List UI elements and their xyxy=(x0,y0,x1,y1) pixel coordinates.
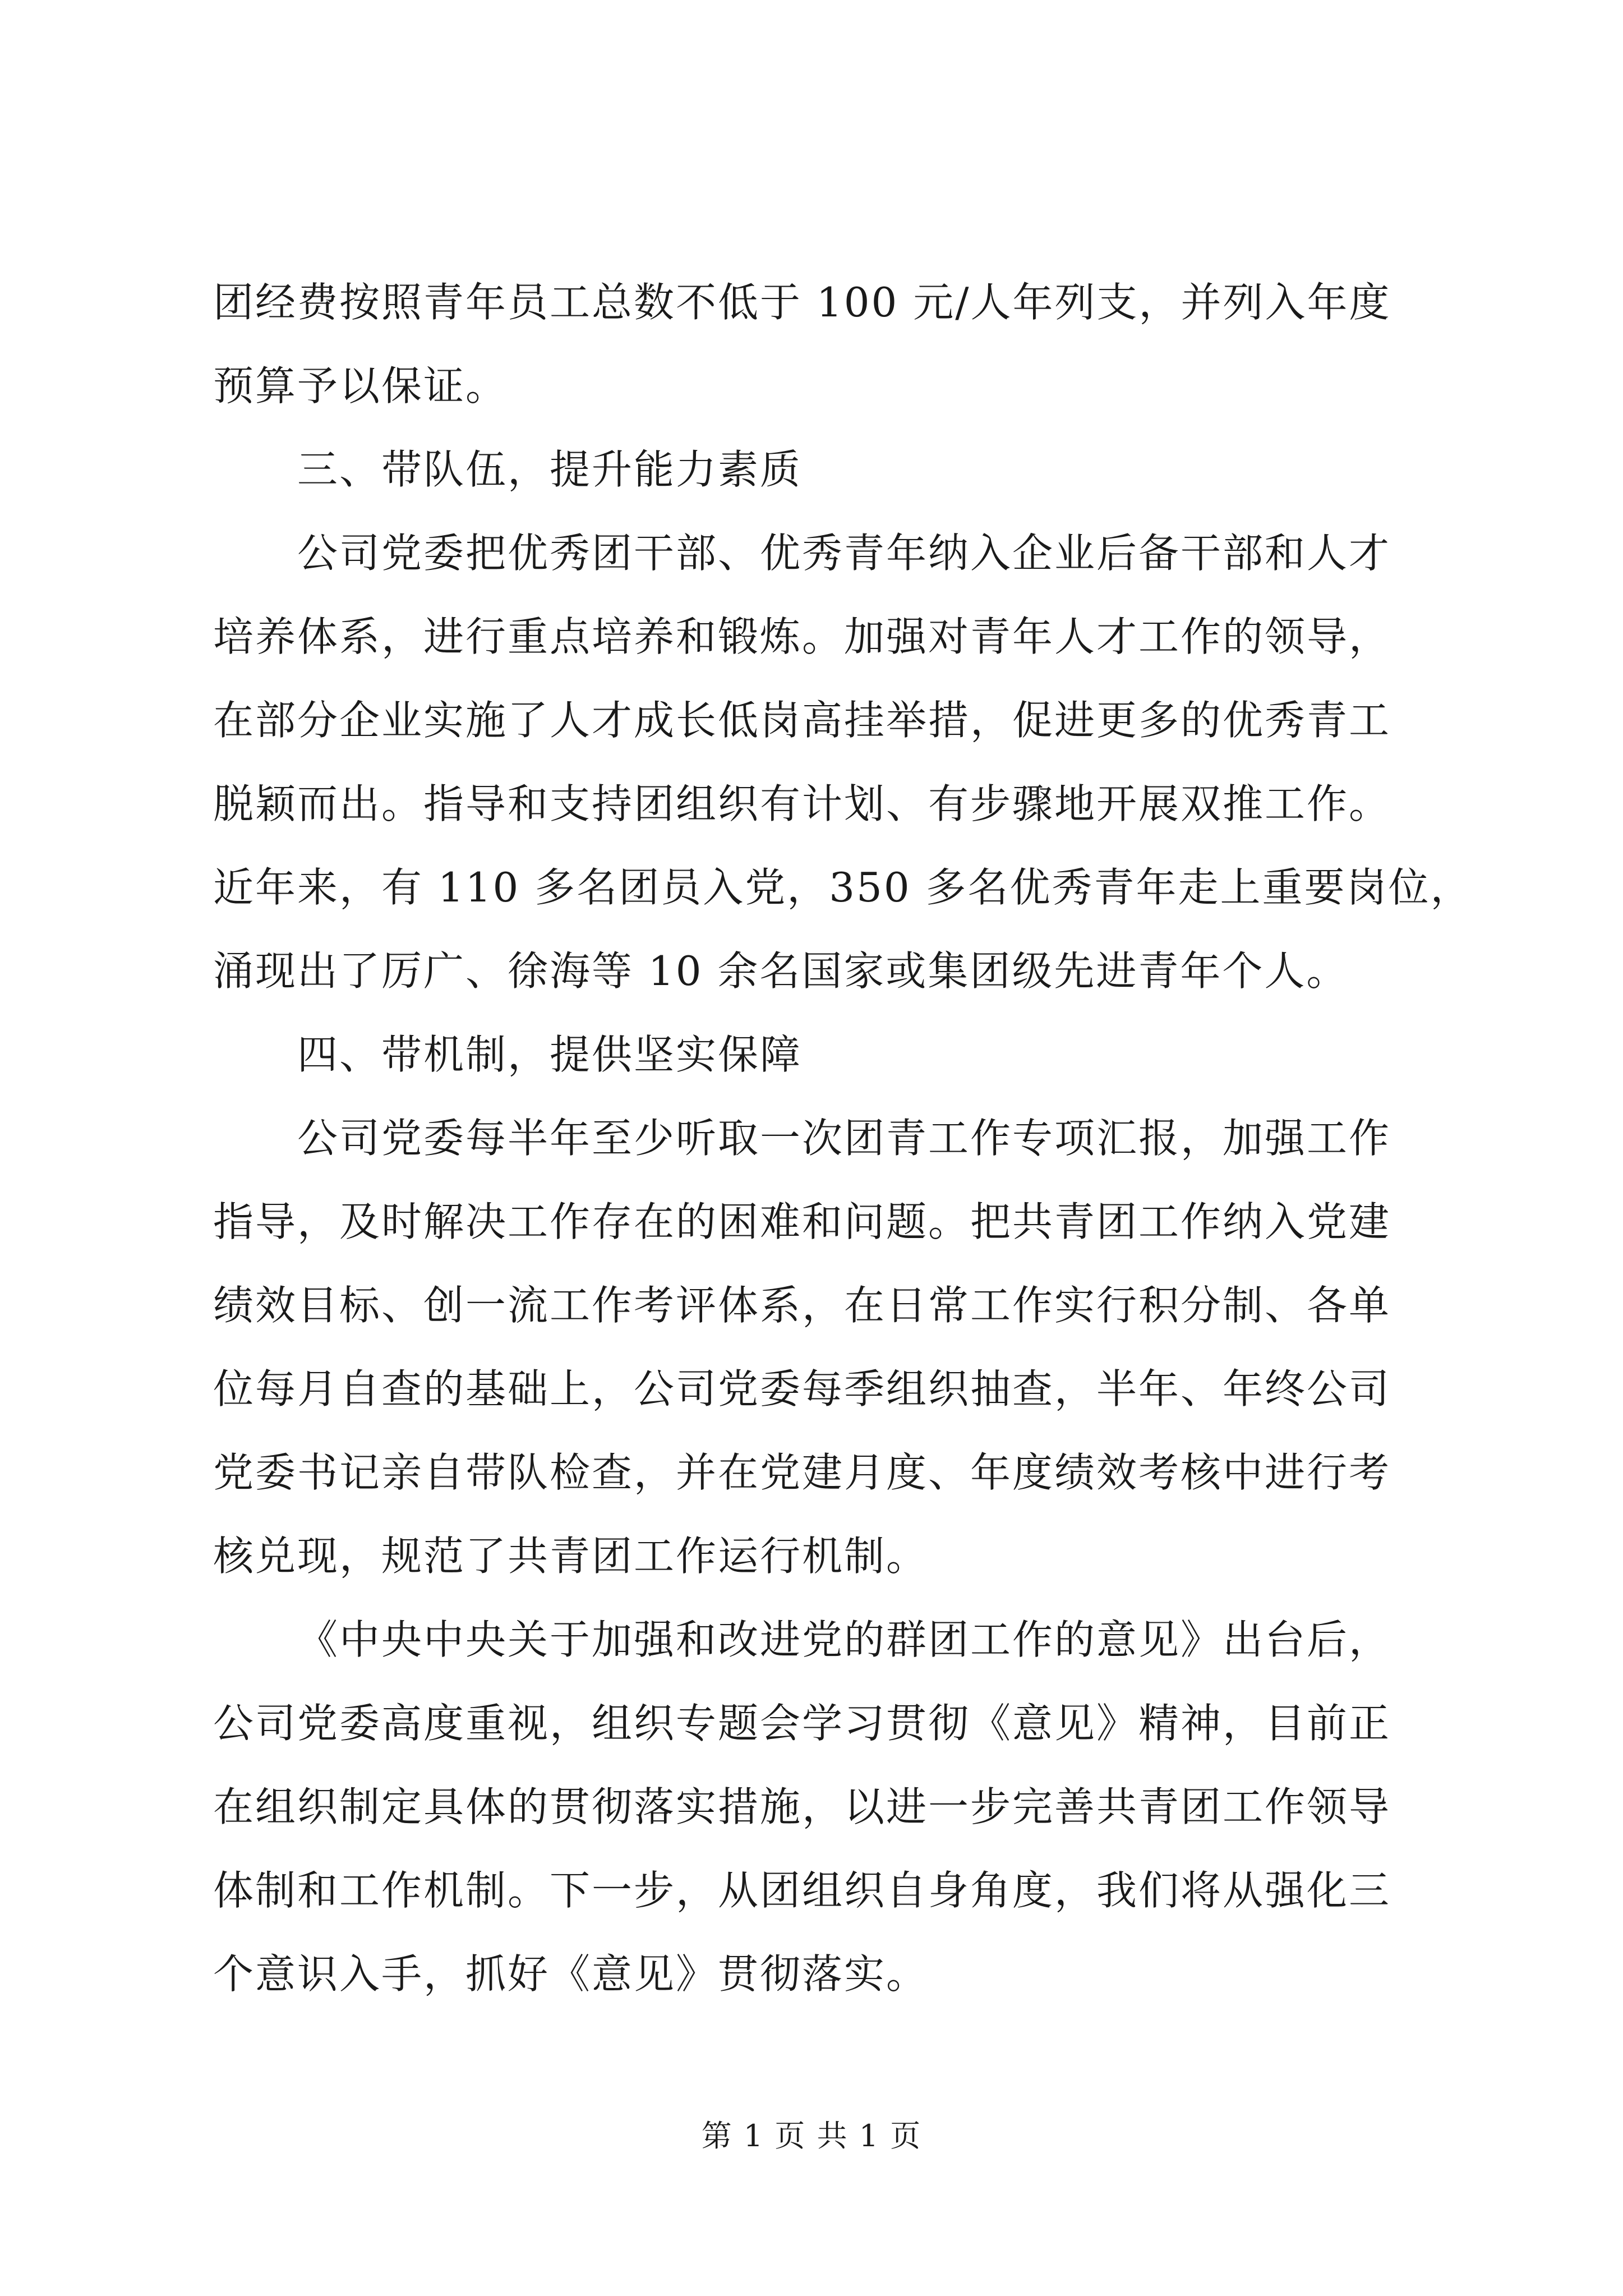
body-line: 在部分企业实施了人才成长低岗高挂举措，促进更多的优秀青工 xyxy=(213,697,1391,744)
body-line: 绩效目标、创一流工作考评体系，在日常工作实行积分制、各单 xyxy=(213,1282,1391,1329)
section-heading: 三、带队伍，提升能力素质 xyxy=(297,446,803,493)
body-line: 涌现出了厉广、徐海等 10 余名国家或集团级先进青年个人。 xyxy=(213,947,1349,995)
body-line: 体制和工作机制。下一步，从团组织自身角度，我们将从强化三 xyxy=(213,1867,1391,1914)
body-line: 在组织制定具体的贯彻落实措施，以进一步完善共青团工作领导 xyxy=(213,1783,1391,1830)
body-line: 公司党委高度重视，组织专题会学习贯彻《意见》精神，目前正 xyxy=(213,1700,1391,1747)
section-heading: 四、带机制，提供坚实保障 xyxy=(297,1031,803,1078)
body-line: 预算予以保证。 xyxy=(213,362,508,409)
document-body xyxy=(213,261,1473,2016)
body-line: 团经费按照青年员工总数不低于 100 元/人年列支，并列入年度 xyxy=(213,279,1391,326)
body-line: 《中央中央关于加强和改进党的群团工作的意见》出台后， xyxy=(297,1616,1391,1663)
body-line: 近年来，有 110 多名团员入党，350 多名优秀青年走上重要岗位， xyxy=(213,864,1473,911)
body-line: 培养体系，进行重点培养和锻炼。加强对青年人才工作的领导， xyxy=(213,613,1391,660)
body-line: 公司党委把优秀团干部、优秀青年纳入企业后备干部和人才 xyxy=(297,530,1391,577)
body-line: 核兑现，规范了共青团工作运行机制。 xyxy=(213,1533,929,1580)
body-line: 党委书记亲自带队检查，并在党建月度、年度绩效考核中进行考 xyxy=(213,1449,1391,1496)
body-line: 公司党委每半年至少听取一次团青工作专项汇报，加强工作 xyxy=(297,1115,1391,1162)
body-line: 脱颖而出。指导和支持团组织有计划、有步骤地开展双推工作。 xyxy=(213,780,1391,827)
body-line: 指导，及时解决工作存在的困难和问题。把共青团工作纳入党建 xyxy=(213,1198,1391,1245)
body-line: 位每月自查的基础上，公司党委每季组织抽查，半年、年终公司 xyxy=(213,1365,1391,1412)
page-footer: 第 1 页 共 1 页 xyxy=(701,2118,922,2154)
body-line: 个意识入手，抓好《意见》贯彻落实。 xyxy=(213,1950,929,1998)
